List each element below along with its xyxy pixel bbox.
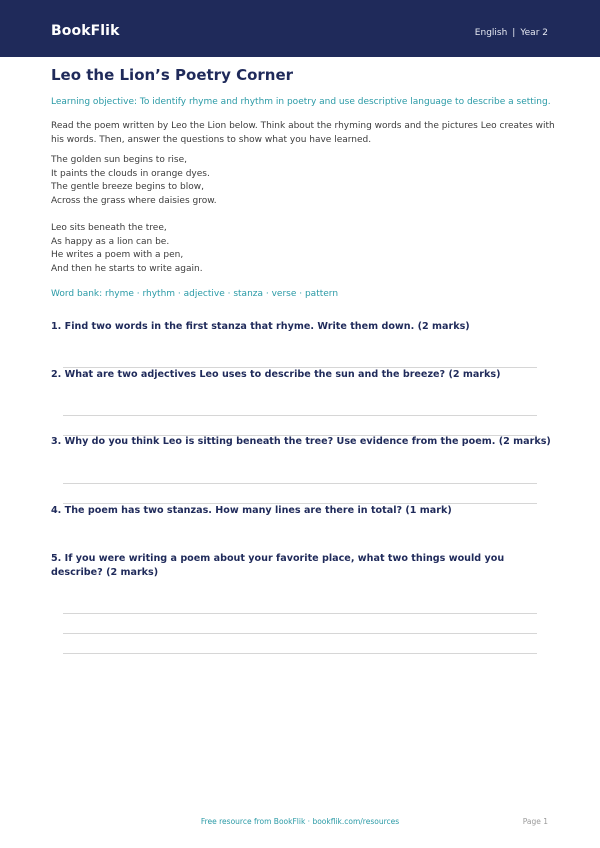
header-separator: | — [512, 28, 516, 38]
poem-line: The gentle breeze begins to blow, — [51, 182, 204, 193]
intro-text: Read the poem written by Leo the Lion below. Think about the rhyming words and the pictures Leo creates with his words. Then, answer the questions to show what you have learned. — [51, 121, 555, 145]
poem-line: He writes a poem with a pen, — [51, 250, 184, 261]
word-bank: Word bank: rhyme · rhythm · adjective · stanza · verse · pattern — [51, 289, 339, 299]
poem-line: The golden sun begins to rise, — [51, 155, 187, 165]
poem-line: It paints the clouds in orange dyes. — [51, 168, 210, 179]
year-label: Year 2 — [520, 28, 548, 38]
answer-line[interactable] — [63, 633, 537, 634]
page-number: Page 1 — [522, 817, 548, 826]
answer-line[interactable] — [63, 653, 537, 654]
poem-line: As happy as a lion can be. — [51, 236, 170, 247]
learning-objective: Learning objective: To identify rhyme and rhythm in poetry and use descriptive language to describe a setting. — [51, 97, 551, 107]
header-meta — [475, 28, 548, 38]
poem-line: And then he starts to write again. — [51, 263, 203, 274]
question-1: 1. Find two words in the first stanza that rhyme. Write them down. (2 marks) — [51, 321, 470, 332]
poem-stanza-2 — [51, 222, 351, 276]
page-title: Leo the Lion’s Poetry Corner — [51, 66, 294, 84]
question-5: 5. If you were writing a poem about your favorite place, what two things would you describe? (2 marks) — [51, 553, 505, 578]
answer-line[interactable] — [63, 415, 537, 416]
answer-line[interactable] — [63, 483, 537, 484]
question-2: 2. What are two adjectives Leo uses to describe the sun and the breeze? (2 marks) — [51, 369, 501, 380]
poem-line: Across the grass where daisies grow. — [51, 195, 217, 206]
poem-stanza-1 — [51, 154, 351, 208]
subject-label: English — [474, 28, 508, 38]
brand-logo: BookFlik — [51, 23, 120, 39]
question-4: 4. The poem has two stanzas. How many lines are there in total? (1 mark) — [51, 505, 452, 516]
page-header — [0, 0, 600, 57]
question-3: 3. Why do you think Leo is sitting beneath the tree? Use evidence from the poem. (2 marks) — [51, 436, 551, 447]
footer-credit: Free resource from BookFlik · bookflik.com/resources — [200, 817, 400, 826]
answer-line[interactable] — [63, 613, 537, 614]
poem-line: Leo sits beneath the tree, — [51, 223, 167, 233]
